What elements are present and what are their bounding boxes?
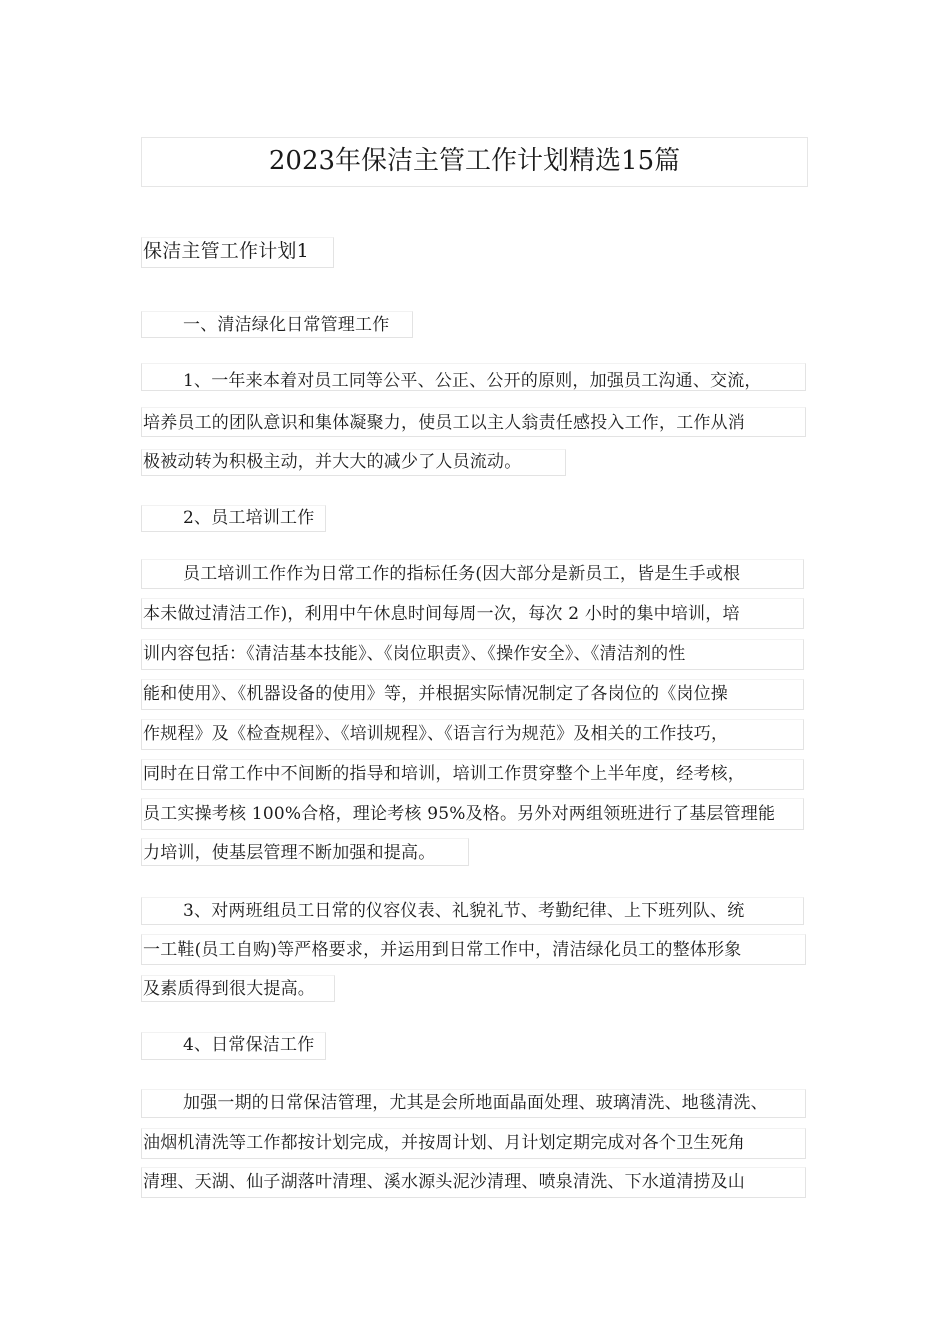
document-title-box xyxy=(141,137,808,187)
paragraph-line: 训内容包括：《清洁基本技能》、《岗位职责》、《操作安全》、《清洁剂的性 xyxy=(143,644,686,664)
paragraph-line: 员工培训工作作为日常工作的指标任务(因大部分是新员工，皆是生手或根 xyxy=(183,564,741,584)
paragraph-line: 本未做过清洁工作)，利用中午休息时间每周一次，每次 2 小时的集中培训，培 xyxy=(143,604,740,624)
paragraph-line: 1、一年来本着对员工同等公平、公正、公开的原则，加强员工沟通、交流， xyxy=(183,371,762,391)
subheading: 一、清洁绿化日常管理工作 xyxy=(183,315,390,335)
paragraph-line: 员工实操考核 100%合格，理论考核 95%及格。另外对两组领班进行了基层管理能 xyxy=(143,804,776,824)
paragraph-line: 清理、天湖、仙子湖落叶清理、溪水源头泥沙清理、喷泉清洗、下水道清捞及山 xyxy=(143,1172,745,1192)
subheading: 2、员工培训工作 xyxy=(183,508,315,528)
paragraph-line: 作规程》及《检查规程》、《培训规程》、《语言行为规范》及相关的工作技巧， xyxy=(143,724,729,744)
paragraph-line: 同时在日常工作中不间断的指导和培训，培训工作贯穿整个上半年度，经考核， xyxy=(143,764,745,784)
paragraph-line: 加强一期的日常保洁管理，尤其是会所地面晶面处理、玻璃清洗、地毯清洗、 xyxy=(183,1093,768,1113)
document-title: 2023年保洁主管工作计划精选15篇 xyxy=(268,146,681,176)
paragraph-line: 极被动转为积极主动，并大大的减少了人员流动。 xyxy=(143,452,522,472)
paragraph-line: 力培训，使基层管理不断加强和提高。 xyxy=(143,843,436,863)
paragraph-line: 3、对两班组员工日常的仪容仪表、礼貌礼节、考勤纪律、上下班列队、统 xyxy=(183,901,745,921)
section-heading: 保洁主管工作计划1 xyxy=(143,240,309,262)
paragraph-line: 培养员工的团队意识和集体凝聚力，使员工以主人翁责任感投入工作，工作从消 xyxy=(143,413,745,433)
paragraph-line: 一工鞋(员工自购)等严格要求，并运用到日常工作中，清洁绿化员工的整体形象 xyxy=(143,940,742,960)
paragraph-line: 能和使用》、《机器设备的使用》等，并根据实际情况制定了各岗位的《岗位操 xyxy=(143,684,728,704)
paragraph-line: 及素质得到很大提高。 xyxy=(143,979,315,999)
paragraph-line: 油烟机清洗等工作都按计划完成，并按周计划、月计划定期完成对各个卫生死角 xyxy=(143,1133,745,1153)
subheading: 4、日常保洁工作 xyxy=(183,1035,315,1055)
